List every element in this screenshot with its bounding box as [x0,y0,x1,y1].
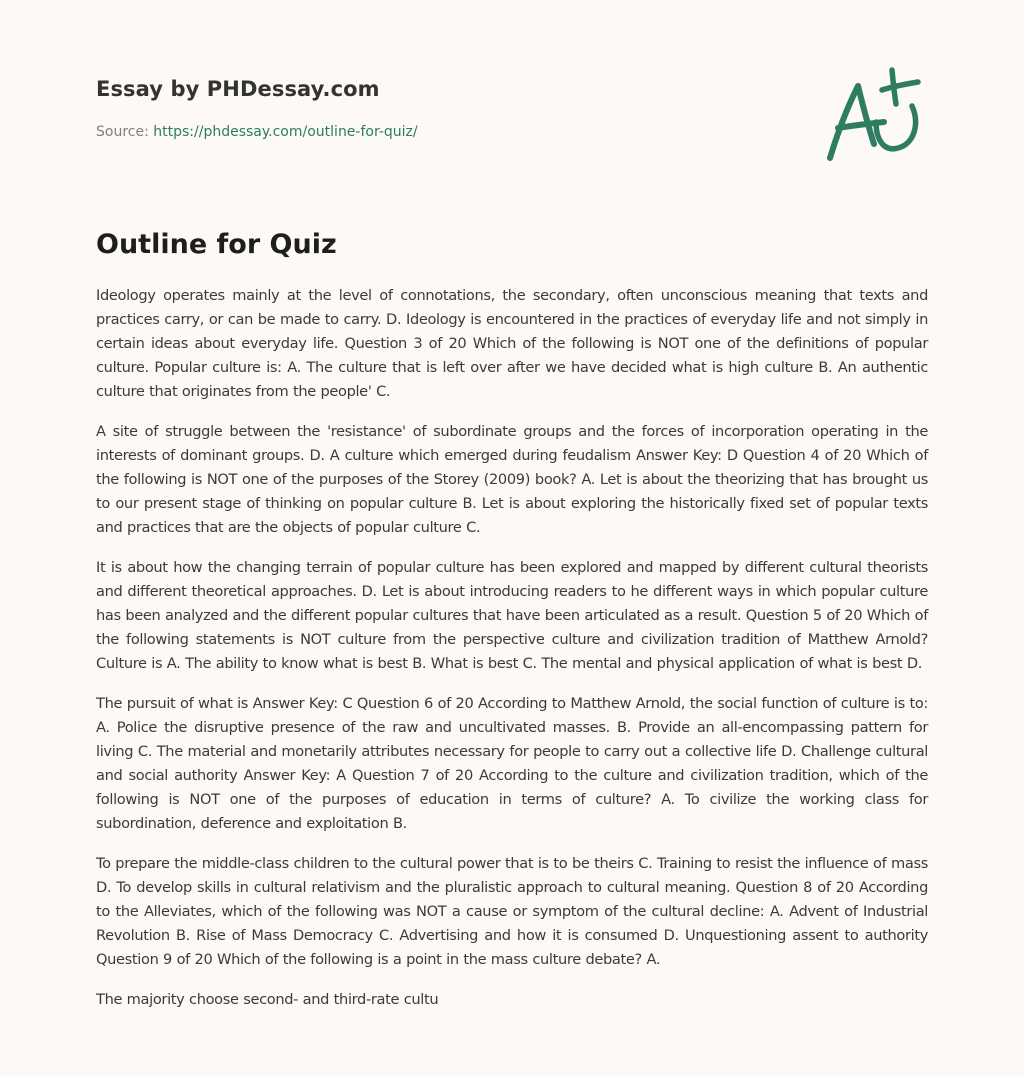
document-body [96,284,928,1028]
paragraph: Ideology operates mainly at the level of connotations, the secondary, often unconscious meaning that texts and practices carry, or can be made to carry. D. Ideology is encountered in the practices of everyday life and not simply in certain ideas about everyday life. Question 3 of 20 Which of the following is NOT one of the definitions of popular culture. Popular culture is: A. The culture that is left over after we have decided what is high culture B. An authentic culture that originates from the people' C. [96,287,928,400]
source-line [96,122,796,142]
source-link[interactable]: https://phdessay.com/outline-for-quiz/ [153,124,418,140]
paragraph: To prepare the middle-class children to the cultural power that is to be theirs C. Training to resist the influence of mass D. To develop skills in cultural relativism and the pluralistic approach to cultural meaning. Question 8 of 20 According to the Alleviates, which of the following was NOT a cause or symptom of the cultural decline: A. Advent of Industrial Revolution B. Rise of Mass Democracy C. Advertising and how it is consumed D. Unquestioning assent to authority Question 9 of 20 Which of the following is a point in the mass culture debate? A. [96,855,928,968]
document-title: Outline for Quiz [96,229,337,260]
paragraph: The pursuit of what is Answer Key: C Question 6 of 20 According to Matthew Arnold, the social function of culture is to: A. Police the disruptive presence of the raw and uncultivated masses. B. Provide an all-encompassing pattern for living C. The material and monetarily attributes necessary for people to carry out a collective life D. Challenge cultural and social authority Answer Key: A Question 7 of 20 According to the culture and civilization tradition, which of the following is NOT one of the purposes of education in terms of culture? A. To civilize the working class for subordination, deference and exploitation B. [96,695,928,832]
paragraph: It is about how the changing terrain of popular culture has been explored and mapped by different cultural theorists and different theoretical approaches. D. Let is about introducing readers to he different ways in which popular culture has been analyzed and the different popular cultures that have been articulated as a result. Question 5 of 20 Which of the following statements is NOT culture from the perspective culture and civilization tradition of Matthew Arnold? Culture is A. The ability to know what is best B. What is best C. The mental and physical application of what is best D. [96,559,928,672]
source-label: Source: [96,124,154,140]
paragraph-truncated: The majority choose second- and third-rate cultu [96,991,439,1008]
site-title: Essay by PHDessay.com [96,77,380,101]
paragraph: A site of struggle between the 'resistance' of subordinate groups and the forces of incorporation operating in the interests of dominant groups. D. A culture which emerged during feudalism Answer Key: D Question 4 of 20 Which of the following is NOT one of the purposes of the Storey (2009) book? A. Let is about the theorizing that has brought us to our present stage of thinking on popular culture B. Let is about exploring the historically fixed set of popular texts and practices that are the objects of popular culture C. [96,423,928,536]
page-header [96,74,796,142]
a-plus-grade-icon [818,64,930,168]
